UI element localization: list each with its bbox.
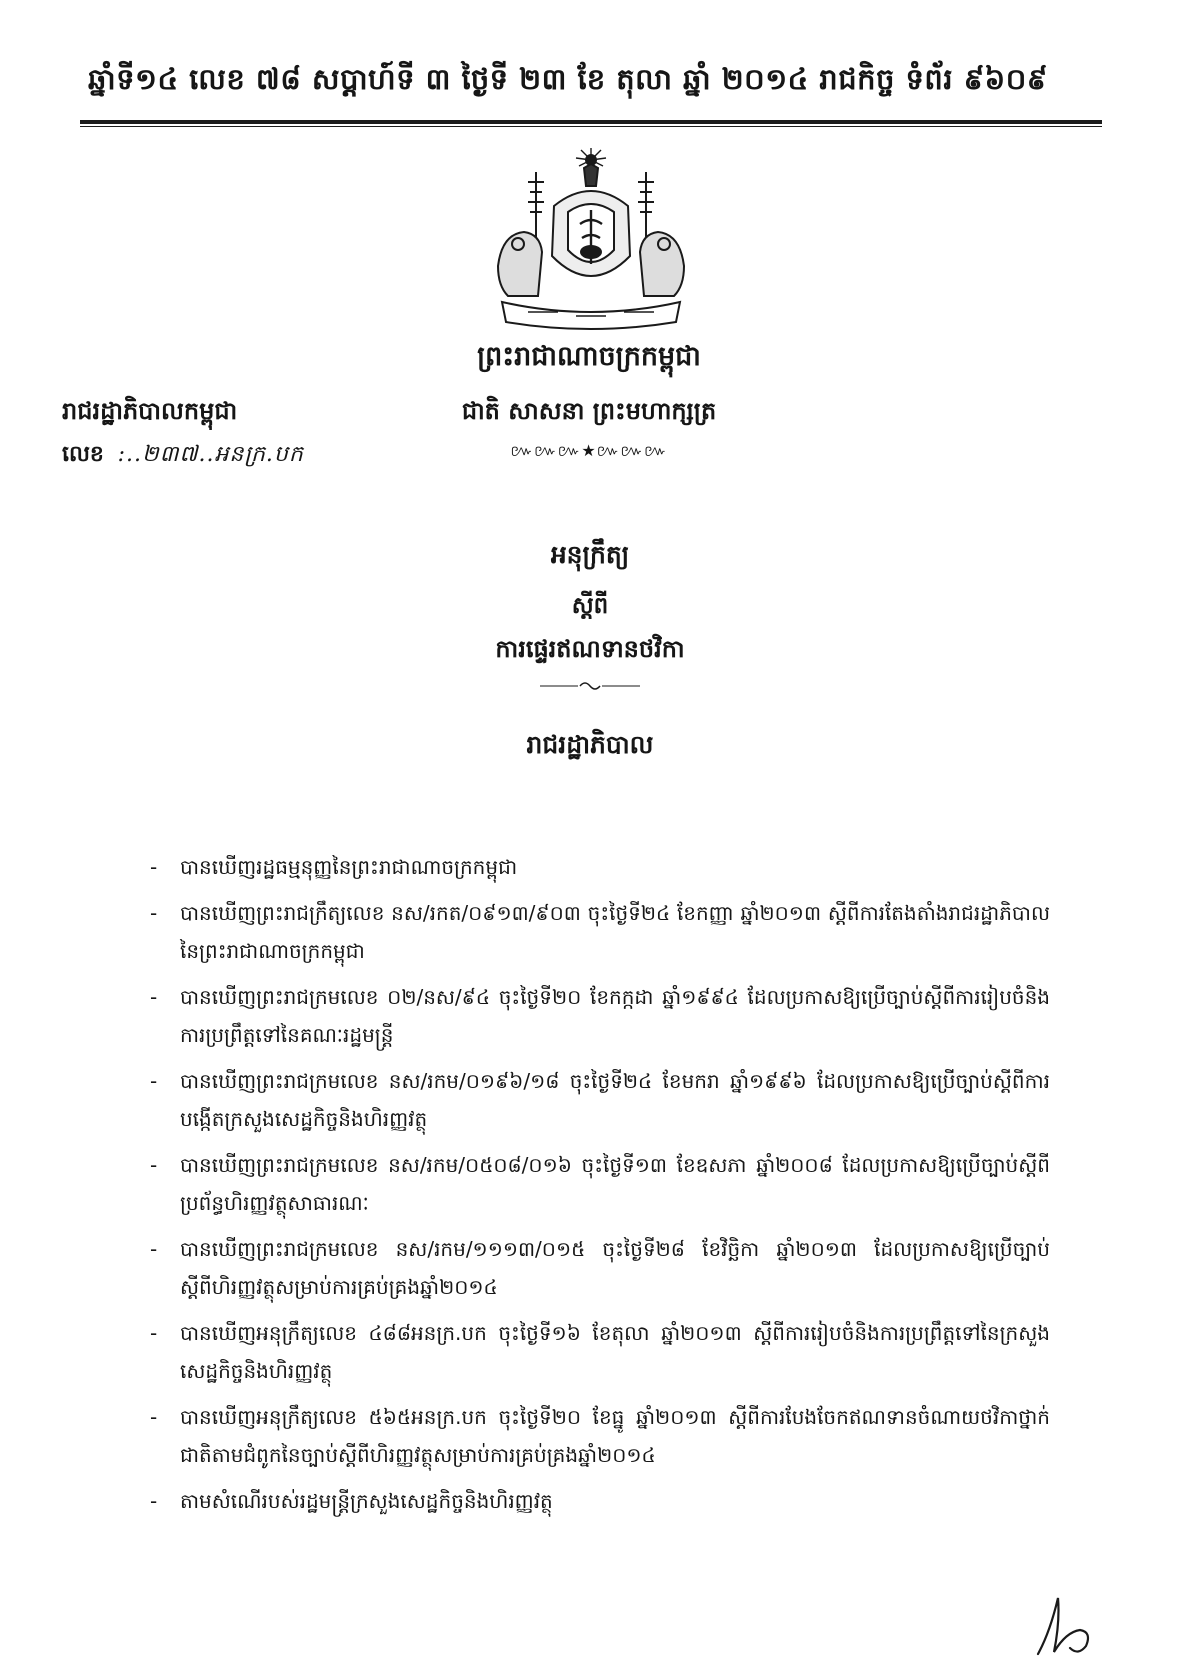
issuing-government: រាជរដ្ឋាភិបាលកម្ពុជា bbox=[62, 397, 238, 425]
preamble-clauses bbox=[150, 848, 1050, 1528]
clause-item: - បានឃើញព្រះរាជក្រមលេខ ០២/នស/៩៤ ចុះថ្ងៃទី២០ ខែកក្កដា ឆ្នាំ១៩៩៤ ដែលប្រកាសឱ្យប្រើច្បាប់ស្តីពីការរៀបចំនិងការប្រព្រឹត្តទៅនៃគណៈរដ្ឋមន្ត្រី bbox=[150, 985, 1050, 1047]
document-about: ស្តីពី bbox=[571, 593, 609, 619]
initial-signature-icon bbox=[1030, 1592, 1110, 1662]
clause-item: - តាមសំណើរបស់រដ្ឋមន្ត្រីក្រសួងសេដ្ឋកិច្ចនិងហិរញ្ញវត្ថុ bbox=[150, 1489, 553, 1513]
document-type: អនុក្រឹត្យ bbox=[550, 540, 630, 569]
document-subject: ការផ្ទេរឥណទានថវិកា bbox=[495, 635, 685, 663]
royal-coat-of-arms-icon bbox=[488, 146, 694, 332]
clause-item: - បានឃើញរដ្ឋធម្មនុញ្ញនៃព្រះរាជាណាចក្រកម្ពុជា bbox=[150, 855, 518, 879]
clause-text: បានឃើញព្រះរាជក្រមលេខ នស/រកម/០១៩៦/១៨ ចុះថ្ងៃទី២៤ ខែមករា ឆ្នាំ១៩៩៦ ដែលប្រកាសឱ្យប្រើច្បាប់ស្តីពីការបង្កើតក្រសួងសេដ្ឋកិច្ចនិងហិរញ្ញវត្ថុ bbox=[180, 1069, 1050, 1131]
clause-text: បានឃើញអនុក្រឹត្យលេខ ៤៨៨អនក្រ.បក ចុះថ្ងៃទី១៦ ខែតុលា ឆ្នាំ២០១៣ ស្តីពីការរៀបចំនិងការប្រព្រឹត្តទៅនៃក្រសួងសេដ្ឋកិច្ចនិងហិរញ្ញវត្ថុ bbox=[180, 1321, 1050, 1383]
clause-item: - បានឃើញអនុក្រឹត្យលេខ ៥៦៥អនក្រ.បក ចុះថ្ងៃទី២០ ខែធ្នូ ឆ្នាំ២០១៣ ស្តីពីការបែងចែកឥណទានចំណាយថវិកាថ្នាក់ជាតិតាមជំពូកនៃច្បាប់ស្តីពីហិរញ្ញវត្ថុសម្រាប់ការគ្រប់គ្រងឆ្នាំ២០១៤ bbox=[150, 1405, 1050, 1467]
clause-item: - បានឃើញអនុក្រឹត្យលេខ ៤៨៨អនក្រ.បក ចុះថ្ងៃទី១៦ ខែតុលា ឆ្នាំ២០១៣ ស្តីពីការរៀបចំនិងការប្រព្រឹត្តទៅនៃក្រសួងសេដ្ឋកិច្ចនិងហិរញ្ញវត្ថុ bbox=[150, 1321, 1050, 1383]
clause-text: តាមសំណើរបស់រដ្ឋមន្ត្រីក្រសួងសេដ្ឋកិច្ចនិងហិរញ្ញវត្ថុ bbox=[180, 1489, 553, 1513]
clause-item: - បានឃើញព្រះរាជក្រមលេខ នស/រកម/០៥០៨/០១៦ ចុះថ្ងៃទី១៣ ខែឧសភា ឆ្នាំ២០០៨ ដែលប្រកាសឱ្យប្រើច្បាប់ស្តីពីប្រព័ន្ធហិរញ្ញវត្ថុសាធារណៈ bbox=[150, 1153, 1050, 1215]
header-rule bbox=[80, 120, 1102, 124]
clause-text: បានឃើញព្រះរាជក្រមលេខ នស/រកម/០៥០៨/០១៦ ចុះថ្ងៃទី១៣ ខែឧសភា ឆ្នាំ២០០៨ ដែលប្រកាសឱ្យប្រើច្បាប់ស្តីពីប្រព័ន្ធហិរញ្ញវត្ថុសាធារណៈ bbox=[180, 1153, 1050, 1215]
reference-number bbox=[62, 440, 304, 472]
national-motto: ជាតិ សាសនា ព្រះមហាក្សត្រ bbox=[461, 397, 717, 425]
clause-text: បានឃើញអនុក្រឹត្យលេខ ៥៦៥អនក្រ.បក ចុះថ្ងៃទី២០ ខែធ្នូ ឆ្នាំ២០១៣ ស្តីពីការបែងចែកឥណទានចំណាយថវិកាថ្នាក់ជាតិតាមជំពូកនៃច្បាប់ស្តីពីហិរញ្ញវត្ថុសម្រាប់ការគ្រប់គ្រងឆ្នាំ២០១៤ bbox=[180, 1405, 1050, 1467]
kingdom-name: ព្រះរាជាណាចក្រកម្ពុជា bbox=[477, 341, 701, 372]
clause-text: បានឃើញព្រះរាជក្រមលេខ នស/រកម/១១១៣/០១៥ ចុះថ្ងៃទី២៨ ខែវិច្ឆិកា ឆ្នាំ២០១៣ ដែលប្រកាសឱ្យប្រើច្បាប់ស្តីពីហិរញ្ញវត្ថុសម្រាប់ការគ្រប់គ្រងឆ្នាំ២០១៤ bbox=[180, 1237, 1050, 1299]
clause-item: - បានឃើញព្រះរាជក្រឹត្យលេខ នស/រកត/០៩១៣/៩០៣ ចុះថ្ងៃទី២៤ ខែកញ្ញា ឆ្នាំ២០១៣ ស្តីពីការតែងតាំងរាជរដ្ឋាភិបាលនៃព្រះរាជាណាចក្រកម្ពុជា bbox=[150, 901, 1050, 963]
reference-label: លេខ bbox=[62, 442, 104, 467]
motto-ornament: ៚៚៚★៚៚៚ bbox=[510, 441, 668, 460]
clause-item: - បានឃើញព្រះរាជក្រមលេខ នស/រកម/០១៩៦/១៨ ចុះថ្ងៃទី២៤ ខែមករា ឆ្នាំ១៩៩៦ ដែលប្រកាសឱ្យប្រើច្បាប់ស្តីពីការបង្កើតក្រសួងសេដ្ឋកិច្ចនិងហិរញ្ញវត្ថុ bbox=[150, 1069, 1050, 1131]
clause-item: - បានឃើញព្រះរាជក្រមលេខ នស/រកម/១១១៣/០១៥ ចុះថ្ងៃទី២៨ ខែវិច្ឆិកា ឆ្នាំ២០១៣ ដែលប្រកាសឱ្យប្រើច្បាប់ស្តីពីហិរញ្ញវត្ថុសម្រាប់ការគ្រប់គ្រងឆ្នាំ២០១៤ bbox=[150, 1237, 1050, 1299]
clause-text: បានឃើញព្រះរាជក្រឹត្យលេខ នស/រកត/០៩១៣/៩០៣ ចុះថ្ងៃទី២៤ ខែកញ្ញា ឆ្នាំ២០១៣ ស្តីពីការតែងតាំងរាជរដ្ឋាភិបាលនៃព្រះរាជាណាចក្រកម្ពុជា bbox=[180, 901, 1050, 963]
gazette-header: ឆ្នាំទី១៤ លេខ ៧៨ សប្តាហ៍ទី ៣ ថ្ងៃទី ២៣ ខែ តុលា ឆ្នាំ ២០១៤ រាជកិច្ច ទំព័រ ៩៦០៩ bbox=[88, 62, 1048, 96]
clause-text: បានឃើញព្រះរាជក្រមលេខ ០២/នស/៩៤ ចុះថ្ងៃទី២០ ខែកក្កដា ឆ្នាំ១៩៩៤ ដែលប្រកាសឱ្យប្រើច្បាប់ស្តីពីការរៀបចំនិងការប្រព្រឹត្តទៅនៃគណៈរដ្ឋមន្ត្រី bbox=[180, 985, 1050, 1047]
reference-value: :..២៣៧..អនក្រ.បក bbox=[117, 442, 304, 467]
title-divider-icon bbox=[540, 680, 640, 692]
issuing-body: រាជរដ្ឋាភិបាល bbox=[526, 730, 654, 759]
header-rule-thin bbox=[80, 126, 1102, 127]
clause-text: បានឃើញរដ្ឋធម្មនុញ្ញនៃព្រះរាជាណាចក្រកម្ពុជា bbox=[180, 855, 518, 879]
